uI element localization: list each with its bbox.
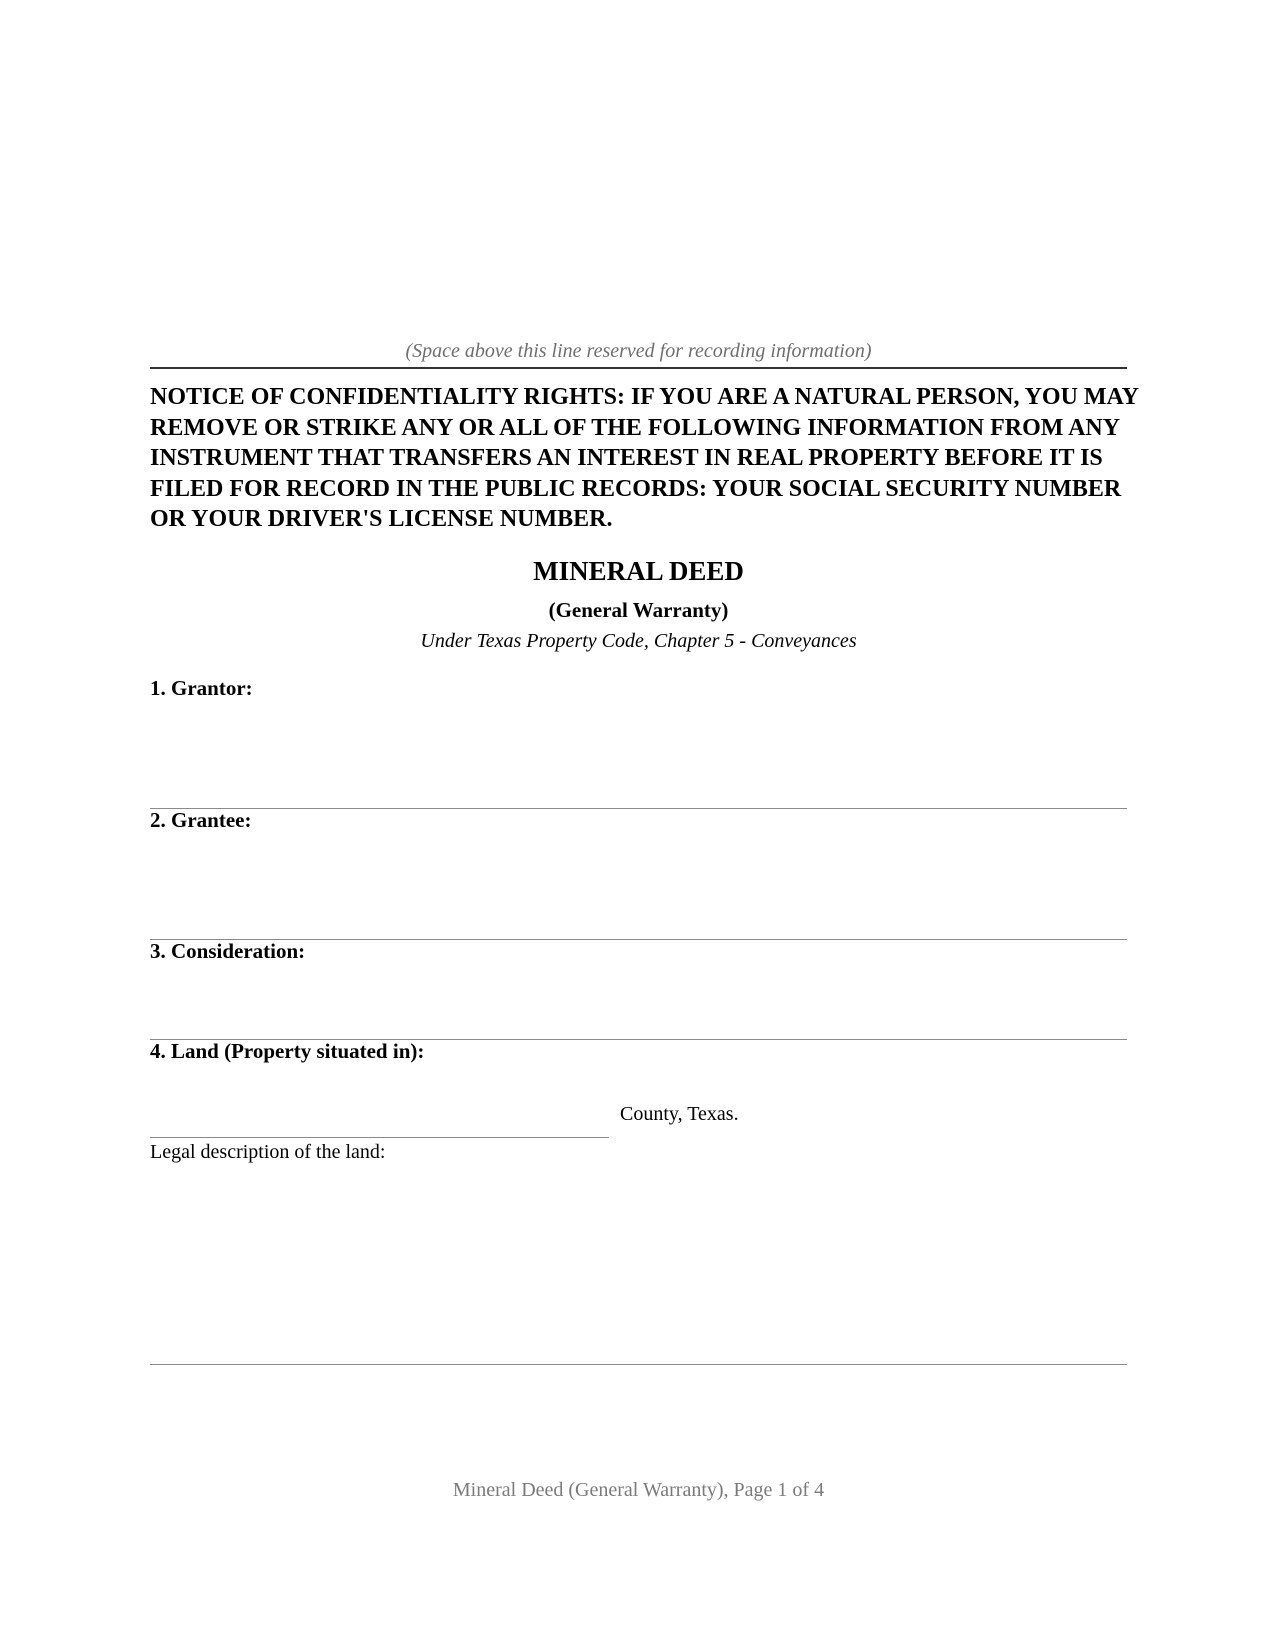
confidentiality-notice: NOTICE OF CONFIDENTIALITY RIGHTS: IF YOU ARE A NATURAL PERSON, YOU MAY REMOVE OR STRIKE ANY OR ALL OF THE FOLLOWING INFORMATION FROM ANY INSTRUMENT THAT TRANSFERS AN INTEREST IN REAL PROPERTY BEFORE IT IS FILED FOR RECORD IN THE PUBLIC RECORDS: YOUR SOCIAL SECURITY NUMBER OR YOUR DRIVER'S LICENSE NUMBER.	[150, 384, 1139, 532]
legal-description-entry-line[interactable]	[150, 1364, 1127, 1365]
statute-reference: Under Texas Property Code, Chapter 5 - Conveyances	[420, 630, 857, 652]
grantor-entry-line[interactable]	[150, 808, 1127, 809]
grantee-label: 2. Grantee:	[150, 808, 252, 832]
document-title: MINERAL DEED	[533, 556, 744, 586]
county-suffix: County, Texas.	[620, 1103, 739, 1125]
recording-reserved-note: (Space above this line reserved for recording information)	[405, 340, 872, 362]
recording-divider	[150, 367, 1127, 369]
grantor-label: 1. Grantor:	[150, 676, 253, 700]
land-label: 4. Land (Property situated in):	[150, 1039, 425, 1063]
page-footer: Mineral Deed (General Warranty), Page 1 of 4	[452, 1479, 825, 1501]
document-subtitle: (General Warranty)	[548, 598, 729, 622]
legal-description-label: Legal description of the land:	[150, 1141, 386, 1163]
county-entry-line[interactable]	[150, 1137, 609, 1138]
consideration-label: 3. Consideration:	[150, 939, 306, 963]
